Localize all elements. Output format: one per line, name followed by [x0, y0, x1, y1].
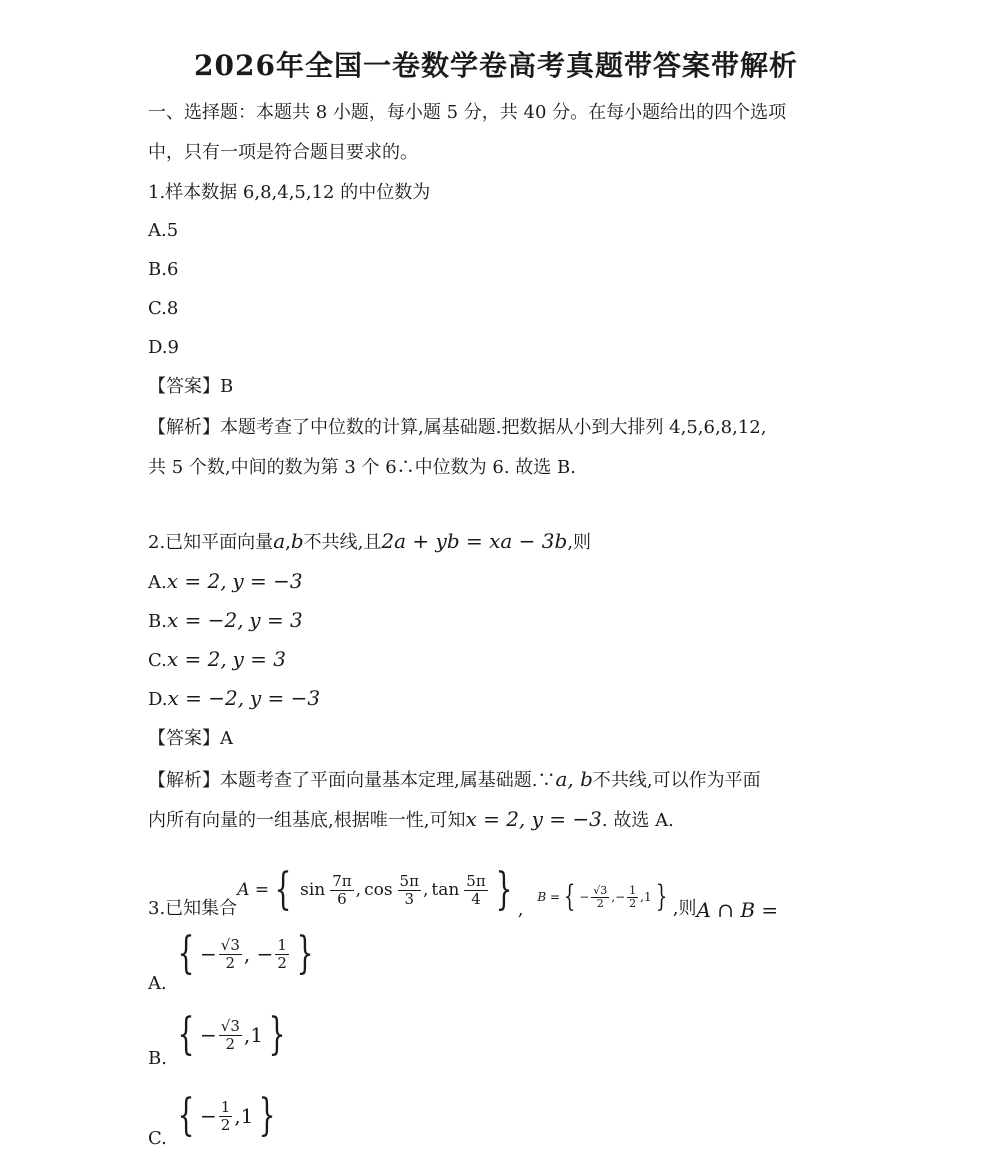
q2-equation: 2a + yb = xa − 3b	[381, 529, 568, 553]
q2-option-a-label: A.	[148, 572, 167, 593]
q2-vector-b: b	[290, 529, 304, 553]
q3-opt-c-rbrace: }	[259, 1090, 276, 1141]
q1-answer: 【答案】B	[148, 376, 234, 397]
q1-option-a: A.5	[148, 220, 179, 241]
q3-set-b-frac1	[591, 885, 609, 910]
q3-opt-a-d2: 2	[277, 953, 287, 972]
q3-set-b-d1: 2	[596, 896, 604, 910]
q1-option-d: D.9	[148, 337, 179, 358]
q3-set-a-frac1	[330, 873, 353, 908]
q2-option-d	[148, 685, 320, 713]
q3-set-a-n2: 5π	[399, 871, 419, 890]
q3-set-b-n1: √3	[593, 883, 608, 897]
q3-set-b-rbrace: }	[655, 879, 667, 914]
q3-set-a-d1: 6	[337, 889, 347, 908]
q2-option-c-label: C.	[148, 650, 167, 671]
q2-option-c	[148, 646, 286, 674]
q3-opt-c-last: 1	[240, 1104, 254, 1128]
q3-opt-b-d1: 2	[225, 1034, 236, 1053]
q3-opt-a-d1: 2	[225, 953, 236, 972]
q2-option-d-x: x = −2,	[167, 686, 245, 710]
q3-set-a-rbrace: }	[495, 864, 513, 915]
q3-set-b-frac2	[627, 885, 638, 910]
q3-opt-a-n1: √3	[220, 935, 240, 954]
q3-stem-end: ,则	[672, 898, 697, 919]
q3-opt-a-n2: 1	[277, 935, 287, 954]
section-instructions-line2: 中，只有一项是符合题目要求的。	[148, 142, 418, 163]
page-title: 2026年全国一卷数学卷高考真题带答案带解析	[194, 49, 798, 82]
q3-opt-c-n1: 1	[220, 1097, 231, 1116]
q3-option-c-label: C.	[148, 1128, 167, 1149]
q3-set-a-frac3	[464, 873, 487, 908]
section-instructions-line1: 一、选择题：本题共 8 小题，每小题 5 分，共 40 分。在每小题给出的四个选项	[148, 102, 787, 123]
q1-analysis-line1: 【解析】本题考查了中位数的计算,属基础题.把数据从小到大排列 4,5,6,8,12,	[148, 417, 767, 438]
q3-option-c-set: { − $\frac{1}{2}$ , 1 }	[177, 1090, 276, 1141]
q2-option-b-x: x = −2,	[166, 608, 244, 632]
q2-analysis1-prefix: 【解析】本题考查了平面向量基本定理,属基础题.∵	[148, 770, 556, 791]
q2-option-a	[148, 568, 303, 596]
q3-opt-b-frac1	[219, 1018, 242, 1053]
q3-set-a-lbrace: {	[274, 864, 292, 915]
q2-stem-end: ,则	[567, 532, 592, 553]
q3-set-a-n3: 5π	[466, 871, 486, 890]
q2-stem-prefix: 2.已知平面向量	[148, 532, 274, 553]
q3-set-b-n2: 1	[629, 883, 637, 897]
q3-opt-b-n1: √3	[220, 1016, 240, 1035]
q3-opt-a-lbrace: {	[177, 928, 195, 979]
q3-opt-c-lbrace: {	[177, 1090, 195, 1141]
q2-option-b-label: B.	[148, 611, 167, 632]
q3-set-a-d3: 4	[471, 889, 481, 908]
q3-opt-b-rbrace: }	[268, 1009, 286, 1060]
q2-answer: 【答案】A	[148, 728, 233, 749]
q3-set-a-label: A =	[237, 880, 270, 900]
q1-option-c: C.8	[148, 298, 179, 319]
q3-option-a-set: { − $\frac{√3}{2}$ , − $\frac{1}{2}$ }	[177, 928, 314, 979]
q2-option-a-y: y = −3	[232, 569, 303, 593]
q2-analysis2-math: x = 2, y = −3	[465, 807, 602, 831]
q2-option-c-x: x = 2,	[166, 647, 227, 671]
q2-analysis2-prefix: 内所有向量的一组基底,根据唯一性,可知	[148, 810, 466, 831]
q3-set-b-last: 1	[643, 890, 652, 904]
q3-set-b-d2: 2	[629, 896, 637, 910]
q3-opt-c-d1: 2	[220, 1115, 231, 1134]
q3-opt-b-last: 1	[250, 1023, 263, 1047]
q2-option-d-label: D.	[148, 689, 168, 710]
q3-set-a: A = { sin $\frac{7\pi}{6}$ , cos $\frac{5\pi}{3}$ , tan $\frac{5\pi}{4}$ }	[237, 864, 513, 915]
q3-set-a-d2: 3	[404, 889, 415, 908]
q3-opt-a-frac1	[219, 937, 242, 972]
q3-option-a-label: A.	[148, 973, 167, 994]
q1-stem: 1.样本数据 6,8,4,5,12 的中位数为	[148, 182, 431, 203]
q2-analysis-line2	[148, 806, 674, 834]
q2-stem-mid: 不共线,且	[303, 532, 382, 553]
q3-opt-a-frac2	[275, 937, 289, 972]
q3-set-b-lbrace: {	[563, 879, 576, 914]
q3-opt-a-rbrace: }	[296, 928, 314, 979]
q1-option-b: B.6	[148, 259, 179, 280]
q3-set-b: B = { − $\frac{√3}{2}$ ,− $\frac{1}{2}$ , 1 }	[537, 879, 667, 914]
q3-set-a-cos: cos	[364, 880, 393, 900]
q3-stem: 3.已知集合 A = { sin $\frac{7\pi}{6}$ , cos $\frac{5\pi}{3}$ , tan $\frac{5\pi}{4}$ } , B = { − $\frac{√3}{2}$ ,− $\frac{1}{2}$ , 1 } ,则 A ∩ B =	[148, 868, 778, 926]
q2-option-d-y: y = −3	[249, 686, 321, 710]
q3-opt-b-lbrace: {	[177, 1009, 195, 1060]
q2-analysis-line1	[148, 766, 761, 794]
q3-option-b-set: { − $\frac{√3}{2}$ , 1 }	[177, 1009, 286, 1060]
q2-vector-a: a	[273, 529, 286, 553]
q3-set-b-label: B =	[537, 890, 561, 904]
q2-analysis2-suffix: . 故选 A.	[601, 810, 674, 831]
q2-option-c-y: y = 3	[232, 647, 286, 671]
q3-set-a-n1: 7π	[332, 871, 352, 890]
q2-stem	[148, 528, 591, 556]
q3-stem-expr: A ∩ B =	[696, 898, 779, 922]
q2-stem-sep: ,	[285, 532, 291, 553]
q3-set-a-tan: tan	[431, 880, 460, 900]
q1-analysis-line2: 共 5 个数,中间的数为第 3 个 6∴中位数为 6. 故选 B.	[148, 457, 576, 478]
q2-option-b-y: y = 3	[249, 608, 303, 632]
q2-option-b	[148, 607, 303, 635]
q2-analysis-vectors: a, b	[555, 767, 593, 791]
q2-analysis1-suffix: 不共线,可以作为平面	[592, 770, 761, 791]
q3-stem-prefix: 3.已知集合	[148, 898, 238, 919]
q3-opt-c-frac1	[219, 1099, 233, 1134]
q2-option-a-x: x = 2,	[166, 569, 227, 593]
q3-set-a-frac2	[398, 873, 421, 908]
q3-set-a-sin: sin	[300, 880, 326, 900]
q3-option-b-label: B.	[148, 1048, 167, 1069]
